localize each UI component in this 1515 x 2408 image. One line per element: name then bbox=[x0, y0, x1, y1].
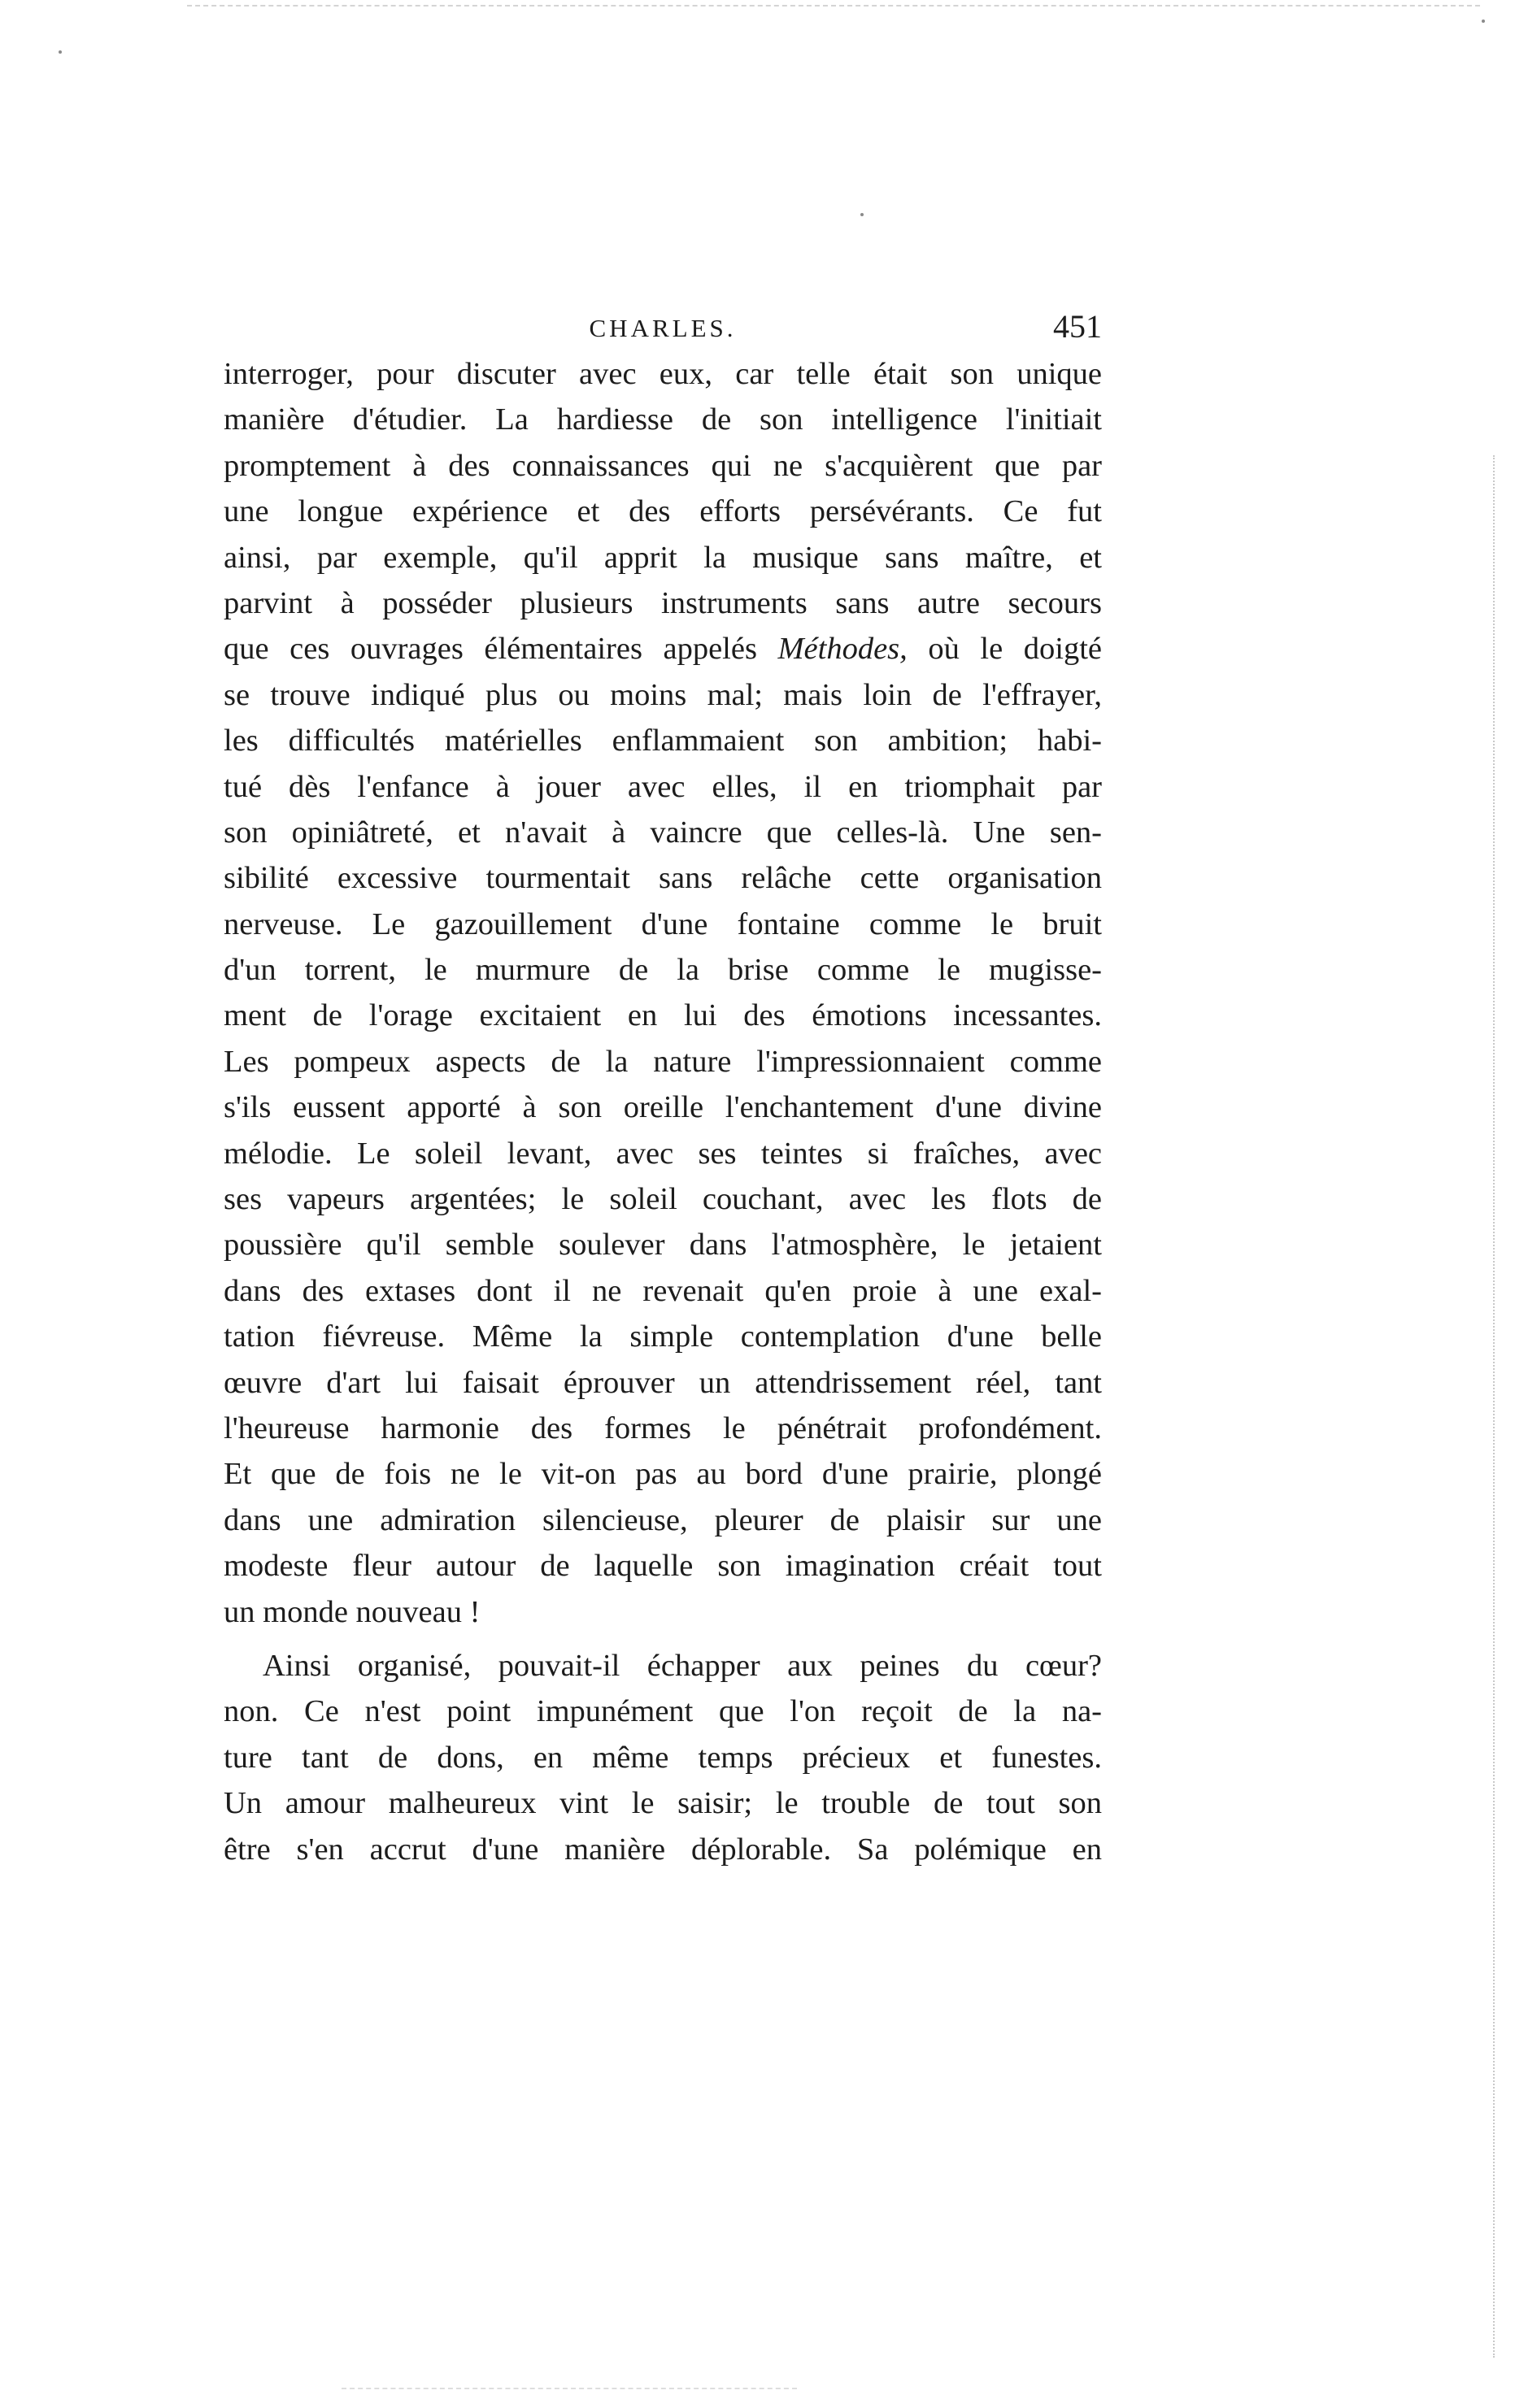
scan-speck bbox=[1482, 20, 1485, 23]
text-line: tation fiévreuse. Même la simple contemplation d'une belle bbox=[224, 1319, 1102, 1354]
top-scan-edge bbox=[187, 5, 1480, 7]
body-text bbox=[224, 351, 1102, 1872]
scan-speck bbox=[860, 213, 864, 216]
right-scan-edge bbox=[1493, 455, 1495, 2358]
running-head-title: CHARLES. bbox=[589, 314, 737, 342]
bottom-scan-edge bbox=[342, 2388, 797, 2389]
text-line: d'un torrent, le murmure de la brise comme le mugisse- bbox=[224, 953, 1102, 988]
text-line: mélodie. Le soleil levant, avec ses teintes si fraîches, avec bbox=[224, 1136, 1102, 1171]
paragraph bbox=[224, 1643, 1102, 1872]
text-line: ment de l'orage excitaient en lui des émotions incessantes. bbox=[224, 998, 1102, 1033]
page-number: 451 bbox=[1053, 308, 1102, 345]
text-line: Et que de fois ne le vit-on pas au bord d'une prairie, plongé bbox=[224, 1457, 1102, 1492]
text-line: dans une admiration silencieuse, pleurer de plaisir sur une bbox=[224, 1502, 1102, 1537]
text-line: nerveuse. Le gazouillement d'une fontaine comme le bruit bbox=[224, 906, 1102, 941]
text-line: les difficultés matérielles enflammaient son ambition; habi- bbox=[224, 724, 1102, 758]
text-line: une longue expérience et des efforts persévérants. Ce fut bbox=[224, 494, 1102, 529]
text-line: tué dès l'enfance à jouer avec elles, il en triomphait par bbox=[224, 769, 1102, 804]
scan-speck bbox=[59, 50, 62, 54]
paragraph-gap bbox=[224, 1635, 1102, 1643]
text-line: un monde nouveau ! bbox=[224, 1594, 481, 1629]
text-line: interroger, pour discuter avec eux, car telle était son unique bbox=[224, 357, 1102, 391]
text-line: promptement à des connaissances qui ne s'acquièrent que par bbox=[224, 448, 1102, 483]
text-line: œuvre d'art lui faisait éprouver un attendrissement réel, tant bbox=[224, 1365, 1102, 1400]
text-line: être s'en accrut d'une manière déplorable. Sa polémique en bbox=[224, 1832, 1102, 1867]
text-line: ainsi, par exemple, qu'il apprit la musique sans maître, et bbox=[224, 540, 1102, 575]
text-line: Les pompeux aspects de la nature l'impressionnaient comme bbox=[224, 1044, 1102, 1079]
text-line: dans des extases dont il ne revenait qu'en proie à une exal- bbox=[224, 1273, 1102, 1308]
text-line: ture tant de dons, en même temps précieux et funestes. bbox=[224, 1740, 1102, 1775]
paragraph bbox=[224, 351, 1102, 1635]
text-line: Un amour malheureux vint le saisir; le trouble de tout son bbox=[224, 1786, 1102, 1821]
text-line: se trouve indiqué plus ou moins mal; mais loin de l'effrayer, bbox=[224, 677, 1102, 712]
text-line: modeste fleur autour de laquelle son imagination créait tout bbox=[224, 1549, 1102, 1584]
text-line: Ainsi organisé, pouvait-il échapper aux peines du cœur? bbox=[263, 1648, 1102, 1683]
running-head bbox=[224, 307, 1102, 356]
text-line: manière d'étudier. La hardiesse de son intelligence l'initiait bbox=[224, 402, 1102, 437]
text-line: son opiniâtreté, et n'avait à vaincre que celles-là. Une sen- bbox=[224, 815, 1102, 850]
text-line: sibilité excessive tourmentait sans relâche cette organisation bbox=[224, 861, 1102, 896]
text-line: non. Ce n'est point impunément que l'on reçoit de la na- bbox=[224, 1694, 1102, 1729]
text-line: l'heureuse harmonie des formes le pénétrait profondément. bbox=[224, 1410, 1102, 1445]
italic-term: Méthodes, bbox=[777, 632, 908, 667]
text-line: s'ils eussent apporté à son oreille l'enchantement d'une divine bbox=[224, 1090, 1102, 1125]
text-line: poussière qu'il semble soulever dans l'atmosphère, le jetaient bbox=[224, 1228, 1102, 1263]
text-line: ses vapeurs argentées; le soleil couchant, avec les flots de bbox=[224, 1182, 1102, 1217]
text-line: que ces ouvrages élémentaires appelés Méthodes, où le doigté bbox=[224, 632, 1102, 667]
text-line: parvint à posséder plusieurs instruments sans autre secours bbox=[224, 585, 1102, 620]
